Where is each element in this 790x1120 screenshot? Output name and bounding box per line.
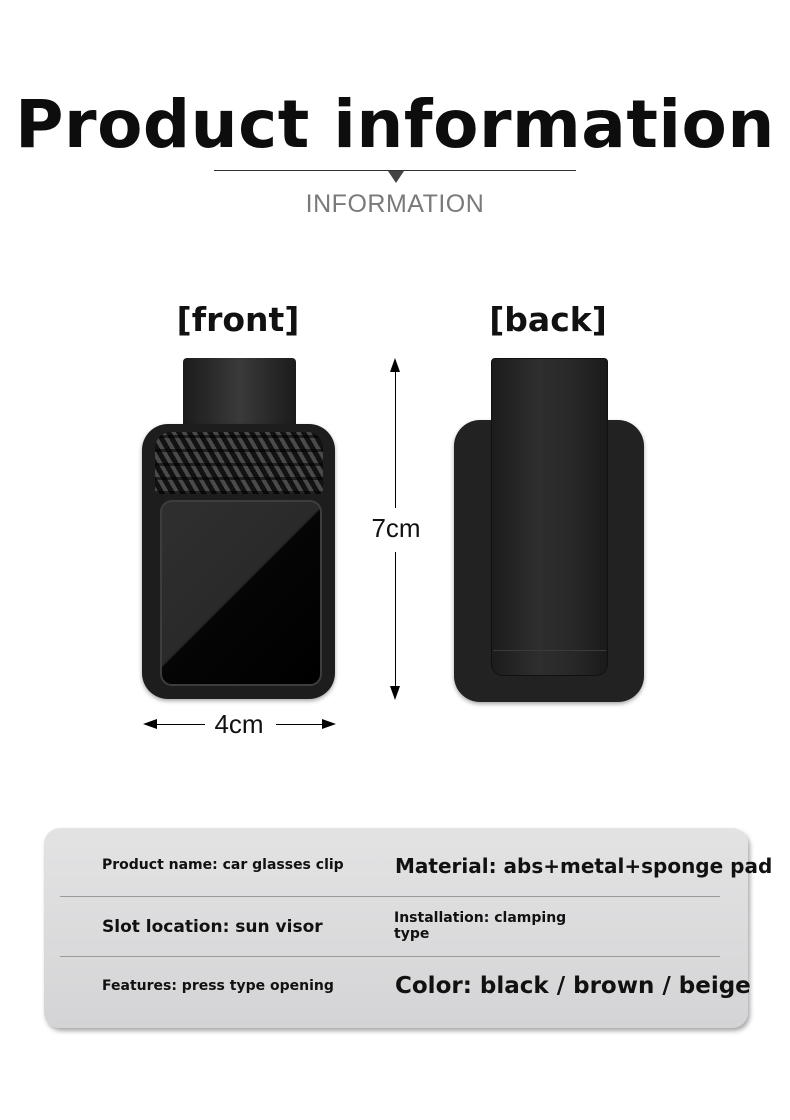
spec-material: Material: abs+metal+sponge pad	[395, 854, 773, 878]
front-view-label: [front]	[176, 300, 300, 339]
page-subtitle: INFORMATION	[305, 190, 485, 218]
height-line-bottom	[395, 552, 396, 688]
arrow-down-icon	[390, 686, 400, 700]
back-view-label: [back]	[489, 300, 607, 339]
height-label: 7cm	[371, 513, 421, 543]
glossy-panel	[160, 500, 322, 686]
page-title: Product information	[15, 86, 775, 163]
back-spring-clip	[491, 358, 608, 676]
carbon-fiber-panel	[155, 432, 323, 494]
height-line-top	[395, 370, 396, 508]
width-line-right	[276, 724, 324, 725]
spec-installation-line2: type	[394, 926, 430, 942]
width-label: 4cm	[214, 709, 264, 739]
row-divider	[60, 896, 720, 897]
spec-product-name: Product name: car glasses clip	[102, 857, 344, 873]
back-clip-foot	[493, 650, 606, 673]
front-clip-tab	[183, 358, 296, 432]
caret-down-icon	[388, 171, 404, 183]
spec-color: Color: black / brown / beige	[395, 973, 751, 999]
arrow-right-icon	[322, 719, 336, 729]
spec-features: Features: press type opening	[102, 978, 334, 994]
row-divider	[60, 956, 720, 957]
width-line-left	[155, 724, 205, 725]
spec-installation-line1: Installation: clamping	[394, 910, 567, 926]
spec-installation	[394, 910, 566, 942]
spec-slot-location: Slot location: sun visor	[102, 917, 323, 937]
